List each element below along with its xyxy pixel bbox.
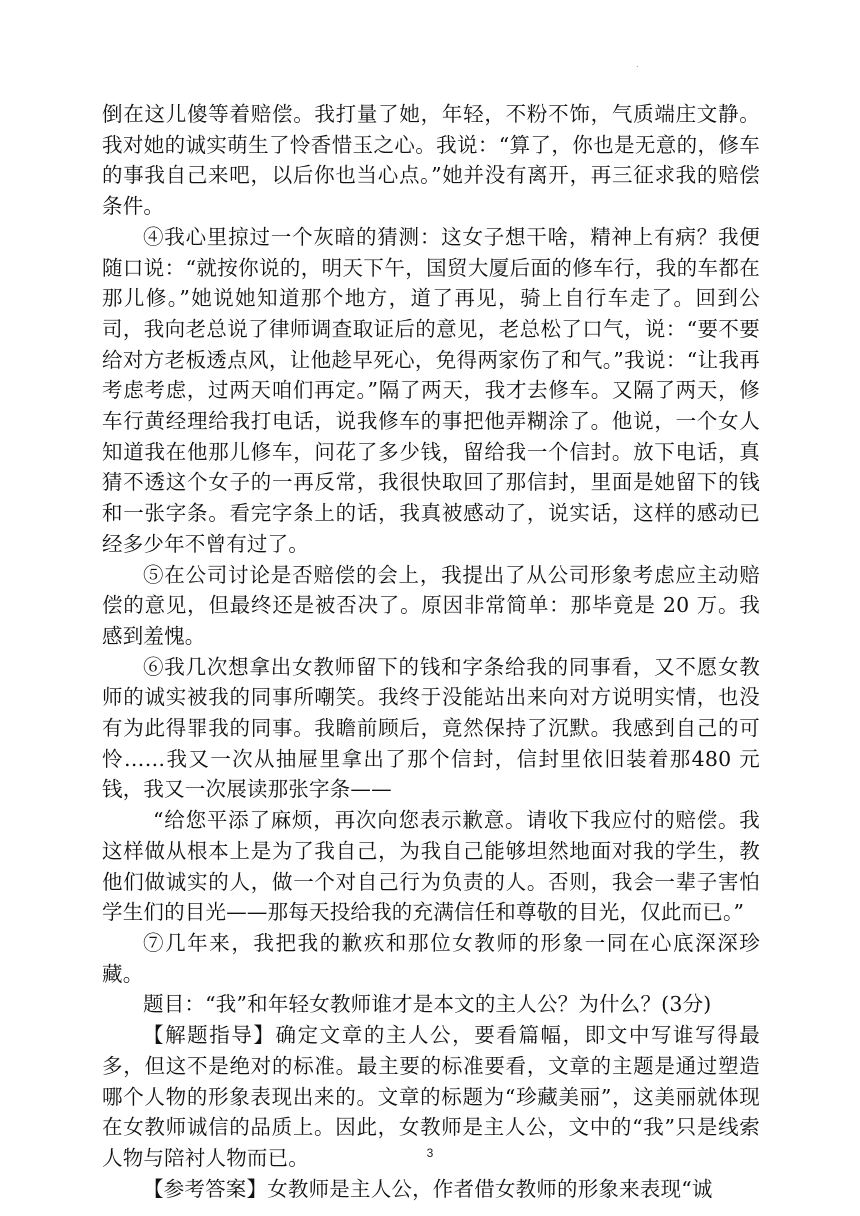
paragraph-7: ⑦几年来，我把我的歉疚和那位女教师的形象一同在心底深深珍藏。	[102, 930, 760, 986]
paragraph-continuation: 倒在这儿傻等着赔偿。我打量了她，年轻，不粉不饰，气质端庄文静。我对她的诚实萌生了怜香惜玉之心。我说：“算了，你也是无意的，修车的事我自己来吧，以后你也当心点。”她并没有离开，再三征求我的赔偿条件。	[102, 102, 760, 219]
note-quote: “给您平添了麻烦，再次向您表示歉意。请收下我应付的赔偿。我这样做从根本上是为了我自己，为我自己能够坦然地面对我的学生，教他们做诚实的人，做一个对自己行为负责的人。否则，我会一辈子害怕学生们的目光——那每天投给我的充满信任和尊敬的目光，仅此而已。”	[102, 808, 760, 925]
question: 题目：“我”和年轻女教师谁才是本文的主人公？为什么？(3分)	[143, 992, 712, 1017]
document-body	[102, 99, 760, 1204]
reference-answer: 【参考答案】女教师是主人公，作者借女教师的形象来表现“诚	[143, 1176, 713, 1201]
paragraph-4: ④我心里掠过一个灰暗的猜测：这女子想干啥，精神上有病？我便随口说：“就按你说的，明天下午，国贸大厦后面的修车行，我的车都在那儿修。”她说她知道那个地方，道了再见，骑上自行车走了。回到公司，我向老总说了律师调查取证后的意见，老总松了口气，说：“要不要给对方老板透点风，让他趁早死心，免得两家伤了和气。”我说：“让我再考虑考虑，过两天咱们再定。”隔了两天，我才去修车。又隔了两天，修车行黄经理给我打电话，说我修车的事把他弄糊涂了。他说，一个女人知道我在他那儿修车，问花了多少钱，留给我一个信封。放下电话，真猜不透这个女子的一再反常，我很快取回了那信封，里面是她留下的钱和一张字条。看完字条上的话，我真被感动了，说实话，这样的感动已经多少年不曾有过了。	[102, 224, 760, 556]
paragraph-6: ⑥我几次想拿出女教师留下的钱和字条给我的同事看，又不愿女教师的诚实被我的同事所嘲笑。我终于没能站出来向对方说明实情，也没有为此得罪我的同事。我瞻前顾后，竟然保持了沉默。我感到自己的可怜……我又一次从抽屉里拿出了那个信封，信封里依旧装着那480 元钱，我又一次展读那张字条——	[102, 654, 760, 802]
header-mark: .	[636, 60, 639, 69]
paragraph-5: ⑤在公司讨论是否赔偿的会上，我提出了从公司形象考虑应主动赔偿的意见，但最终还是被否决了。原因非常简单：那毕竟是 20 万。我感到羞愧。	[102, 562, 760, 648]
page-number: 3	[426, 1146, 434, 1160]
solution-guide: 【解题指导】确定文章的主人公，要看篇幅，即文中写谁写得最多，但这不是绝对的标准。最主要的标准要看，文章的主题是通过塑造哪个人物的形象表现出来的。文章的标题为“珍藏美丽”，这美丽就体现在女教师诚信的品质上。因此，女教师是主人公，文中的“我”只是线索人物与陪衬人物而已。	[102, 1023, 760, 1170]
